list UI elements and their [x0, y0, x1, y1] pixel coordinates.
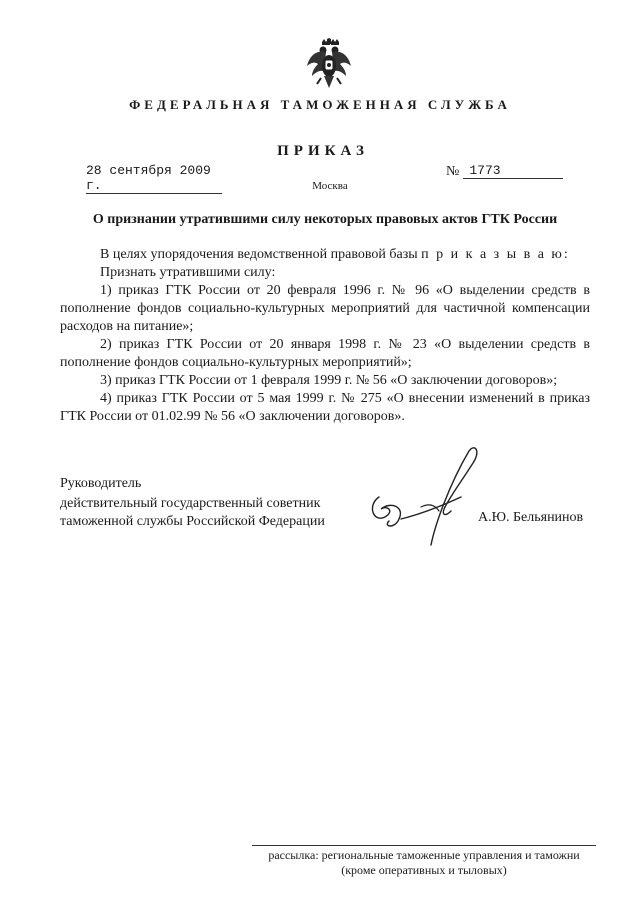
number-sign: №	[446, 164, 460, 179]
divider	[252, 845, 596, 846]
document-type: ПРИКАЗ	[277, 143, 369, 159]
order-heading: О признании утратившими силу некоторых правовых актов ГТК России	[92, 212, 558, 227]
distribution-line2: (кроме оперативных и тыловых)	[341, 863, 507, 877]
list-item: 4) приказ ГТК России от 5 мая 1999 г. № 275 «О внесении изменений в приказ ГТК России от 01.02.99 № 56 «О заключении договоров».	[60, 391, 590, 424]
signatory-rank-line1: действительный государственный советник	[60, 496, 321, 511]
agency-name: ФЕДЕРАЛЬНАЯ ТАМОЖЕННАЯ СЛУЖБА	[129, 97, 511, 112]
city: Москва	[312, 180, 348, 192]
order-number	[446, 163, 563, 179]
order-date: 28 сентября 2009 г.	[86, 163, 222, 194]
intro-prefix: В целях упорядочения ведомственной правовой базы	[100, 247, 418, 262]
order-body	[60, 246, 590, 426]
distribution-note	[252, 848, 596, 878]
signatory-role: Руководитель	[60, 476, 142, 491]
list-item: 3) приказ ГТК России от 1 февраля 1999 г. № 56 «О заключении договоров»;	[100, 373, 558, 388]
order-number-value: 1773	[463, 163, 563, 179]
list-item: 1) приказ ГТК России от 20 февраля 1996 г. № 96 «О выделении средств в пополнение фондов социально-культурных мероприятий для частичной компенсации расходов на питание»;	[60, 283, 590, 334]
intro-paragraph-2: Признать утратившими силу:	[100, 265, 276, 280]
intro-paragraph	[60, 246, 590, 264]
russian-coat-of-arms-icon	[304, 38, 354, 92]
intro-verb: п р и к а з ы в а ю:	[421, 247, 570, 262]
list-item: 2) приказ ГТК России от 20 января 1998 г. № 23 «О выделении средств в пополнение фондов социально-культурных мероприятий»;	[60, 337, 590, 370]
signatory-block	[60, 475, 325, 531]
signatory-rank-line2: таможенной службы Российской Федерации	[60, 514, 325, 529]
distribution-line1: рассылка: региональные таможенные управления и таможни	[268, 848, 580, 862]
signatory-name: А.Ю. Бельянинов	[478, 510, 584, 525]
handwritten-signature-icon	[365, 445, 495, 550]
